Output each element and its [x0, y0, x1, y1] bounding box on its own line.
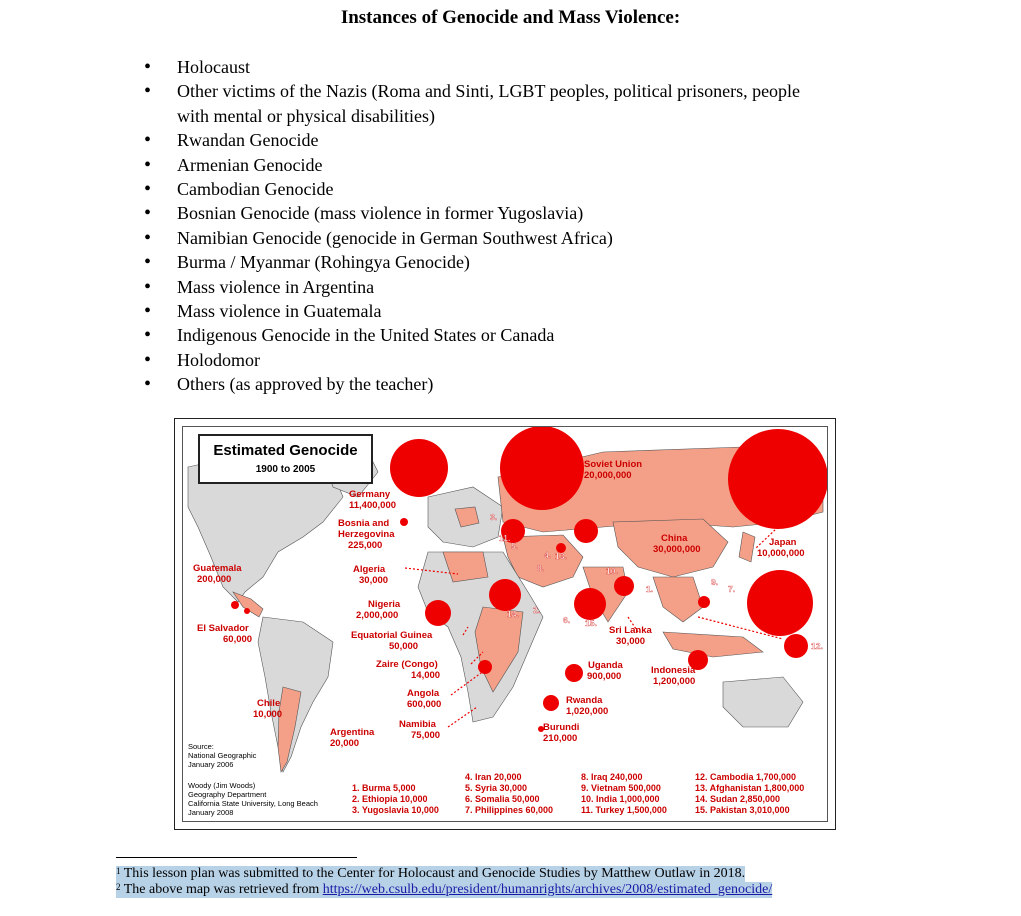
marker-12: 12.: [811, 641, 823, 651]
map-credit: Woody (Jim Woods) Geography Department California State University, Long Beach January 2008: [188, 781, 318, 817]
list-item: • Mass violence in Argentina: [140, 275, 880, 299]
label-soviet-union: Soviet Union 20,000,000: [584, 459, 643, 481]
list-item: • Cambodian Genocide: [140, 177, 880, 201]
label-germany: Germany 11,400,000: [349, 489, 397, 511]
map-labels-svg: [183, 427, 828, 822]
marker-9: 9.: [711, 577, 719, 587]
label-uganda: Uganda 900,000: [587, 660, 623, 682]
footnote-2: $^2$ The above map was retrieved from https://web.csulb.edu/president/humanrights/archives/2008/estimated_genocide/: [116, 882, 773, 897]
table-col-2: 4. Iran 20,000 5. Syria 30,000 6. Somalia 50,000 7. Philippines 60,000: [465, 772, 554, 815]
map-legend: Estimated Genocide 1900 to 2005: [198, 434, 373, 484]
footnote-divider: [116, 857, 357, 858]
marker-3: 3.: [490, 512, 498, 522]
label-el-salvador: El Salvador 60,000: [197, 623, 253, 645]
list-item: • Mass violence in Guatemala: [140, 299, 880, 323]
table-col-3: 8. Iraq 240,000 9. Vietnam 500,000 10. India 1,000,000 11. Turkey 1,500,000: [581, 772, 667, 815]
genocide-list: [140, 55, 880, 397]
label-japan: Japan 10,000,000: [757, 537, 805, 559]
marker-8: 8.: [537, 563, 545, 573]
label-indonesia: Indonesia 1,200,000: [651, 665, 696, 687]
label-guatemala: Guatemala 200,000: [193, 563, 242, 585]
list-item: • Armenian Genocide: [140, 153, 880, 177]
list-item: • Burma / Myanmar (Rohingya Genocide): [140, 250, 880, 274]
label-sri-lanka: Sri Lanka 30,000: [609, 625, 652, 647]
marker-1: 1.: [646, 584, 654, 594]
page-title: Instances of Genocide and Mass Violence:: [340, 7, 681, 28]
label-nigeria: Nigeria 2,000,000: [356, 599, 401, 621]
source-link[interactable]: https://web.csulb.edu/president/humanrights/archives/2008/estimated_genocide/: [322, 882, 773, 897]
marker-5: 5.: [511, 541, 519, 551]
list-item: • Holocaust: [140, 55, 880, 79]
label-argentina: Argentina 20,000: [330, 727, 375, 749]
list-item: • Indigenous Genocide in the United States or Canada: [140, 323, 880, 347]
list-item: • Namibian Genocide (genocide in German Southwest Africa): [140, 226, 880, 250]
marker-14: 14.: [507, 609, 519, 619]
footnote-1: $^1$ This lesson plan was submitted to the Center for Holocaust and Genocide Studies by Matthew Outlaw in 2018.: [116, 866, 746, 881]
genocide-map: [174, 418, 836, 830]
marker-2: 2.: [533, 605, 541, 615]
label-algeria: Algeria 30,000: [353, 564, 389, 586]
label-angola: Angola 600,000: [407, 688, 442, 710]
list-item: • Others (as approved by the teacher): [140, 372, 880, 396]
marker-10: 10.: [606, 566, 618, 576]
table-col-1: 1. Burma 5,000 2. Ethiopia 10,000 3. Yugoslavia 10,000: [352, 783, 439, 815]
table-col-4: 12. Cambodia 1,700,000 13. Afghanistan 1,800,000 14. Sudan 2,850,000 15. Pakistan 3,010,000: [695, 772, 805, 815]
marker-6: 6.: [563, 615, 571, 625]
list-item: • Other victims of the Nazis (Roma and Sinti, LGBT peoples, political prisoners, people with mental or physical disabilities): [140, 79, 880, 128]
map-source: Source: National Geographic January 2006: [188, 742, 257, 769]
marker-11: 11.: [499, 533, 511, 543]
label-chile: Chile 10,000: [253, 698, 283, 720]
label-equatorial-guinea: Equatorial Guinea 50,000: [351, 630, 433, 652]
label-china: China 30,000,000: [653, 533, 701, 555]
marker-13: 13.: [555, 551, 567, 561]
marker-15: 15.: [585, 618, 597, 628]
label-namibia: Namibia 75,000: [399, 719, 441, 741]
label-rwanda: Rwanda 1,020,000: [566, 695, 609, 717]
marker-4: 4.: [544, 550, 552, 560]
list-item: • Bosnian Genocide (mass violence in former Yugoslavia): [140, 201, 880, 225]
map-area: [182, 426, 828, 822]
label-burundi: Burundi 210,000: [543, 722, 580, 744]
list-item: • Rwandan Genocide: [140, 128, 880, 152]
label-bosnia: Bosnia and Herzegovina 225,000: [338, 518, 395, 551]
marker-7: 7.: [728, 584, 736, 594]
list-item: • Holodomor: [140, 348, 880, 372]
label-zaire: Zaire (Congo) 14,000: [376, 659, 441, 681]
